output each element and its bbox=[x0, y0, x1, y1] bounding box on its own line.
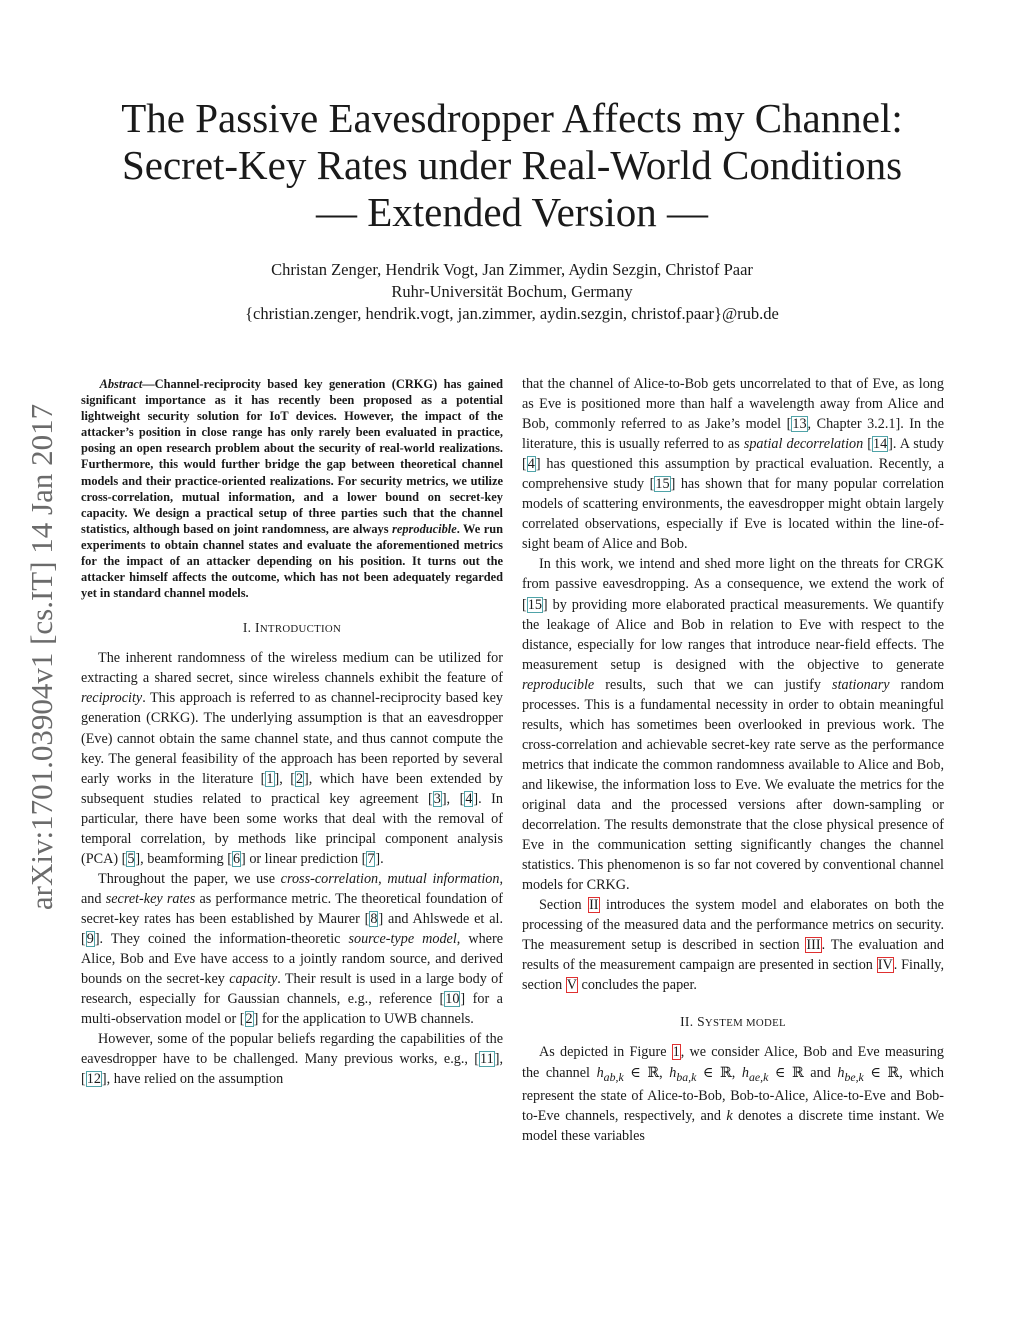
section-link[interactable]: II bbox=[589, 897, 599, 914]
citation-link[interactable]: 13 bbox=[792, 416, 807, 433]
right-column bbox=[522, 374, 944, 1147]
author-emails: {christian.zenger, hendrik.vogt, jan.zimmer, aydin.sezgin, christof.paar}@rub.de bbox=[245, 304, 779, 323]
section-heading-introduction: I. INTRODUCTION bbox=[242, 620, 342, 636]
citation-link[interactable]: 11 bbox=[480, 1051, 494, 1068]
citation-link[interactable]: 9 bbox=[86, 930, 94, 947]
abstract-label: Abstract bbox=[99, 377, 143, 391]
citation-link[interactable]: 6 bbox=[232, 850, 241, 867]
paper-title bbox=[0, 95, 1024, 236]
citation-link[interactable]: 15 bbox=[655, 476, 670, 493]
right-paragraph-3: Section II introduces the system model and elaborates on both the processing of the measured data and the performance metrics on security. The measurement setup is described in section III. The evaluation and results of the measurement campaign are presented in section IV. Finally, section V concludes the paper. bbox=[522, 897, 944, 994]
system-model-paragraph-1: As depicted in Figure 1, we consider Alice, Bob and Eve measuring the channel $h_{ab,k}$ ∈ ℝ, $h_{ba,k}$ ∈ ℝ, $h_{ae,k}$ ∈ ℝ and $h_{be,k}$ ∈ ℝ, which represent the state of Alice-to-Bob, Bob-to-Alice, Alice-to-Eve and Bob-to-Eve channels, respectively, and k denotes a discrete time instant. We model these variables bbox=[522, 1044, 944, 1145]
abstract bbox=[81, 376, 503, 601]
left-column bbox=[81, 374, 503, 1089]
intro-paragraph-3: However, some of the popular beliefs regarding the capabilities of the eavesdropper have to be challenged. Many previous works, e.g., [11], [12], have relied on the assumption bbox=[81, 1031, 503, 1088]
abstract-emphasis: reproducible bbox=[392, 521, 457, 536]
arxiv-stamp: arXiv:1701.03904v1 [cs.IT] 14 Jan 2017 bbox=[24, 403, 59, 911]
title-line-1: The Passive Eavesdropper Affects my Channel: bbox=[121, 95, 903, 141]
abstract-text-1: Channel-reciprocity based key generation (CRKG) has gained significant importance as it has recently been proposed as a potential lightweight security solution for IoT devices. However, the impact of the attacker’s position in close range has only rarely been evaluated in practice, posing an open research problem about the security of real-world realizations. Furthermore, this would further bridge the gap between theoretical channel models and their practice-oriented realizations. For security metrics, we utilize cross-correlation, mutual information, and a lower bound on secret-key capacity. We design a practical setup of three parties such that the channel statistics, although based on joint randomness, are always bbox=[81, 377, 503, 536]
citation-link[interactable]: 5 bbox=[127, 850, 135, 867]
figure-link[interactable]: 1 bbox=[672, 1044, 680, 1061]
author-affiliation: Ruhr-Universität Bochum, Germany bbox=[391, 282, 633, 301]
citation-link[interactable]: 4 bbox=[465, 790, 473, 807]
right-paragraph-1: that the channel of Alice-to-Bob gets uncorrelated to that of Eve, as long as Eve is positioned more than half a wavelength away from Alice and Bob, commonly referred to as Jake’s model [13, Chapter 3.2.1]. In the literature, this is usually referred to as spatial decorrelation [14]. A study [4] has questioned this assumption by practical evaluation. Recently, a comprehensive study [15] has shown that for many popular correlation models of scattering environments, the eavesdropper might obtain largely correlated observations, especially if Eve is located within the line-of-sight beam of Alice and Bob. bbox=[522, 376, 944, 553]
section-heading-system-model: II. SYSTEM MODEL bbox=[680, 1014, 786, 1030]
citation-link[interactable]: 3 bbox=[433, 790, 441, 807]
citation-link[interactable]: 2 bbox=[295, 770, 304, 787]
title-line-2: Secret-Key Rates under Real-World Conditions bbox=[121, 142, 903, 188]
intro-paragraph-1: The inherent randomness of the wireless medium can be utilized for extracting a shared secret, since wireless channels exhibit the feature of reciprocity. This approach is referred to as channel-reciprocity based key generation (CRKG). The underlying assumption is that an eavesdropper (Eve) cannot obtain the same channel state, and thus cannot compute the key. The general feasibility of the approach has been reported by several early works in the literature [1], [2], which have been extended by subsequent studies related to practical key agreement [3], [4]. In particular, there have been some works that deal with the removal of temporal correlation, by methods like principal component analysis (PCA) [5], beamforming [6] or linear prediction [7]. bbox=[81, 650, 504, 867]
abstract-dash: — bbox=[142, 377, 155, 391]
citation-link[interactable]: 4 bbox=[527, 456, 535, 473]
right-paragraph-2: In this work, we intend and shed more light on the threats for CRGK from passive eavesdropping. As a consequence, we extend the work of [15] by providing more elaborated practical measurements. We quantify the leakage of Alice and Bob in relation to Eve with respect to the distance, especially for low ranges that introduce near-field effects. The measurement setup is designed with the objective to generate reproducible results, such that we can justify stationary random processes. This is a fundamental necessity in order to obtain meaningful results, which has sometimes been overlooked in previous work. The cross-correlation and achievable secret-key rate serve as the performance metrics that indicate the common randomness available to Alice and Bob, and likewise, the information loss to Eve. We evaluate the metrics for the original data and the processed versions after down-sampling or decorrelation. The results demonstrate that the close physical presence of Eve in the communication setting significantly changes the channel statistics. This phenomenon is so far not covered by conventional channel models for CRKG. bbox=[522, 556, 944, 894]
intro-paragraph-2: Throughout the paper, we use cross-correlation, mutual information, and secret-key rates as performance metric. The theoretical foundation of secret-key rates has been established by Maurer [8] and Ahlswede et al. [9]. They coined the information-theoretic source-type model, where Alice, Bob and Eve have access to a jointly random source, and derived bounds on the secret-key capacity. Their result is used in a large body of research, especially for Gaussian channels, e.g., reference [10] for a multi-observation model or [2] for the application to UWB channels. bbox=[81, 870, 504, 1028]
citation-link[interactable]: 8 bbox=[370, 910, 378, 927]
section-link[interactable]: V bbox=[566, 977, 577, 994]
abstract-text-2: . We run experiments to obtain channel states and evaluate the aforementioned metrics for the impact of an attacker depending on his position. It turns out the attacker himself affects the outcome, which has not been adequately regarded yet in standard channel models. bbox=[81, 521, 503, 601]
title-line-3: — Extended Version — bbox=[315, 189, 709, 235]
citation-link[interactable]: 10 bbox=[445, 991, 460, 1008]
section-link[interactable]: III bbox=[806, 937, 821, 954]
citation-link[interactable]: 7 bbox=[367, 850, 375, 867]
citation-link[interactable]: 2 bbox=[245, 1011, 253, 1028]
author-block bbox=[0, 259, 1024, 325]
author-names: Christan Zenger, Hendrik Vogt, Jan Zimmer, Aydin Sezgin, Christof Paar bbox=[271, 260, 753, 279]
section-link[interactable]: IV bbox=[877, 957, 893, 974]
citation-link[interactable]: 12 bbox=[86, 1071, 101, 1088]
citation-link[interactable]: 14 bbox=[872, 436, 888, 453]
citation-link[interactable]: 15 bbox=[527, 596, 542, 613]
citation-link[interactable]: 1 bbox=[266, 770, 274, 787]
